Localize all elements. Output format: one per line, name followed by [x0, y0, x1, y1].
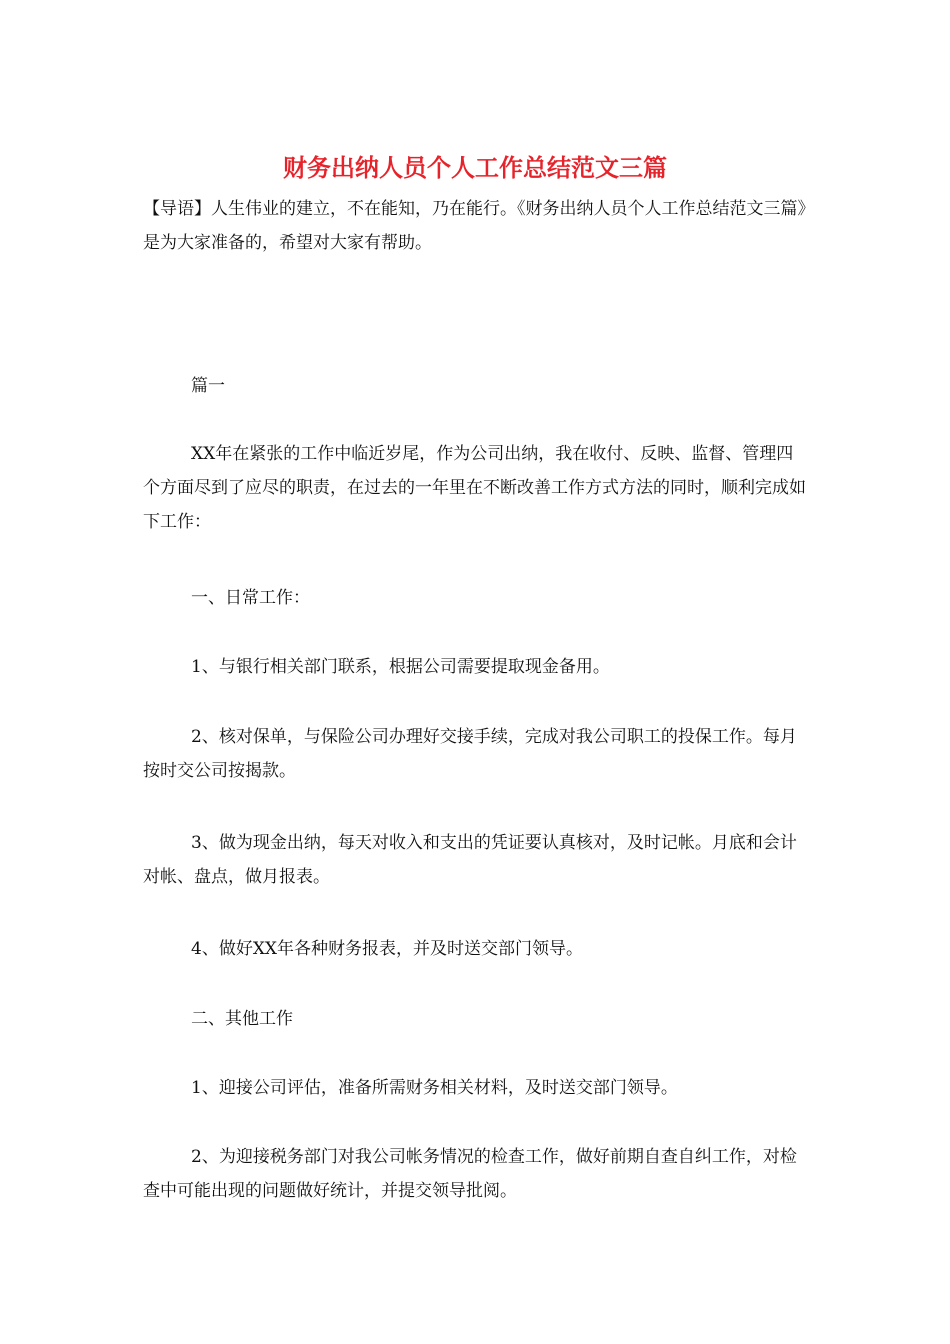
list-item-daily-3: 3、做为现金出纳，每天对收入和支出的凭证要认真核对，及时记帐。月底和会计对帐、盘点，做月报表。 — [143, 833, 797, 887]
heading-daily-work: 一、日常工作： — [191, 588, 310, 608]
heading-other-work: 二、其他工作 — [191, 1009, 293, 1029]
document-title: 财务出纳人员个人工作总结范文三篇 — [283, 153, 667, 182]
section-label: 篇一 — [191, 376, 225, 396]
body-paragraph-1: XX年在紧张的工作中临近岁尾，作为公司出纳，我在收付、反映、监督、管理四个方面尽到了应尽的职责，在过去的一年里在不断改善工作方式方法的同时，顺利完成如下工作： — [143, 444, 806, 532]
list-item-daily-2: 2、核对保单，与保险公司办理好交接手续，完成对我公司职工的投保工作。每月按时交公司按揭款。 — [143, 727, 797, 781]
list-item-daily-1: 1、与银行相关部门联系，根据公司需要提取现金备用。 — [191, 657, 610, 677]
list-item-other-1: 1、迎接公司评估，准备所需财务相关材料，及时送交部门领导。 — [191, 1078, 678, 1098]
list-item-other-2: 2、为迎接税务部门对我公司帐务情况的检查工作，做好前期自查自纠工作，对检查中可能出现的问题做好统计，并提交领导批阅。 — [143, 1147, 797, 1201]
list-item-daily-4: 4、做好XX年各种财务报表，并及时送交部门领导。 — [191, 939, 584, 959]
intro-paragraph: 【导语】人生伟业的建立，不在能知，乃在能行。《财务出纳人员个人工作总结范文三篇》是为大家准备的，希望对大家有帮助。 — [143, 199, 806, 253]
